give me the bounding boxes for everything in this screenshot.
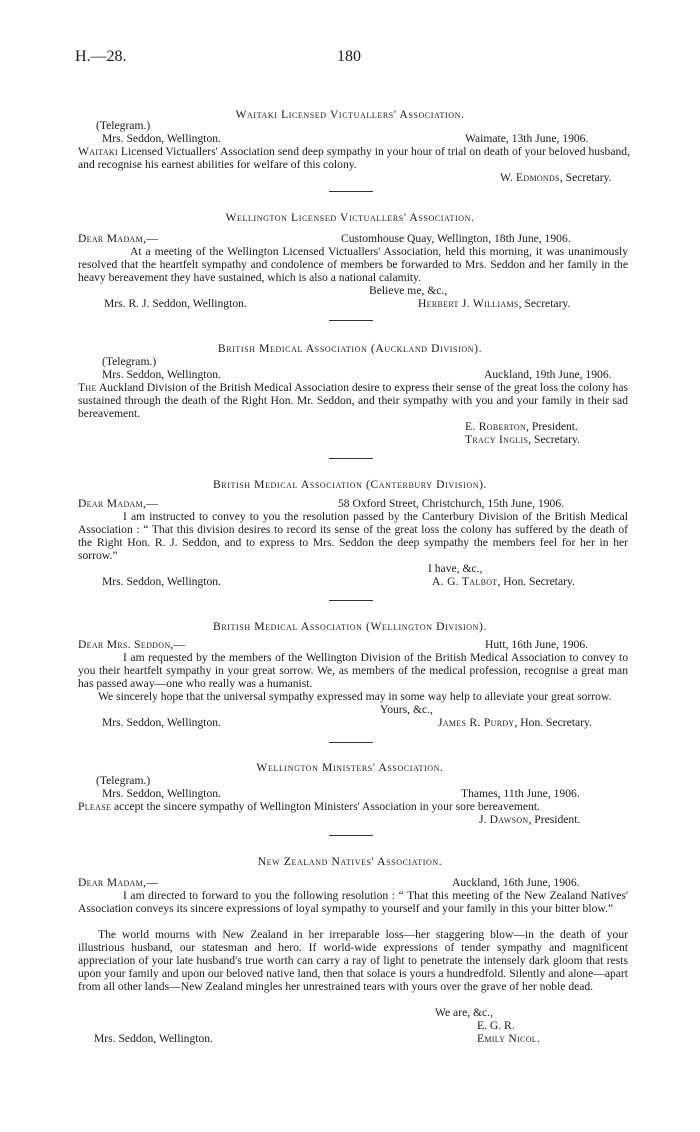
sig-role: , Hon. Secretary. (497, 575, 575, 588)
addressee: Mrs. Seddon, Wellington. (102, 787, 221, 800)
section-title-nz-natives: New Zealand Natives' Association. (257, 855, 443, 868)
closing: We are, &c., (435, 1006, 493, 1019)
telegram-label: (Telegram.) (96, 774, 151, 787)
signature-president (465, 420, 578, 433)
body-text: accept the sincere sympathy of Wellington Ministers' Association in your sore bereavement. (111, 800, 540, 813)
signature (418, 297, 570, 310)
letter-body: At a meeting of the Wellington Licensed Victuallers' Association, held this morning, it was unanimously resolved that the heartfelt sympathy and condolence of members be forwarded to Mrs. Seddon and her family in the heavy bereavement they have sustained, which is also a national calamity. (78, 245, 628, 284)
letter-body-2: We sincerely hope that the universal sympathy expressed may in some way help to alleviate your great sorrow. (98, 690, 612, 703)
sig-name: E. Roberton (465, 420, 527, 433)
page-number: 180 (337, 48, 361, 65)
addressee: Mrs. R. J. Seddon, Wellington. (104, 297, 247, 310)
salutation: Dear Madam,— (78, 876, 159, 889)
closing: Yours, &c., (380, 703, 433, 716)
letter-body: I am directed to forward to you the following resolution : “ That this meeting of the New Zealand Natives' Association conveys its sincere expressions of loyal sympathy to yourself and your family in this your bitter blow.” (78, 889, 628, 915)
telegram-label: (Telegram.) (102, 355, 157, 368)
place-date: Customhouse Quay, Wellington, 18th June, 1906. (341, 232, 571, 245)
letter-body: I am instructed to convey to you the resolution passed by the Canterbury Division of the British Medical Association : “ That this division desires to record its sense of the great loss the colony has suffered by the death of the Right Hon. R. J. Seddon, and to express to Mrs. Seddon the deep sympathy the members feel for her in her sorrow.” (78, 510, 628, 562)
sig-name: Herbert J. Williams (418, 297, 519, 310)
signature-secretary (465, 433, 580, 446)
place-date: Auckland, 16th June, 1906. (452, 876, 580, 889)
sig-role: , Secretary. (518, 297, 571, 310)
letter-body-2: The world mourns with New Zealand in her irreparable loss—her staggering blow—in the death of your illustrious husband, our statesman and hero. If world-wide expressions of tender sympathy and magnificent appreciation of your late husband's true worth can carry a ray of light to penetrate the intensely dark gloom that rests upon your family and upon our beloved native land, then that solace is yours a hundredfold. Silently and alone—apart from all other lands—New Zealand mingles her unrestrained tears with yours over the grave of her noble dead. (78, 928, 628, 993)
sig-role: , Secretary. (559, 171, 612, 184)
section-title-bma-auckland: British Medical Association (Auckland Division). (217, 342, 483, 355)
sig-name: Tracy Inglis (465, 433, 529, 446)
body-text: Auckland Division of the British Medical Association desire to express their sense of the great loss the colony has sustained through the death of the Right Hon. Mr. Seddon, and their sympathy with you and your family in their sad bereavement. (78, 381, 628, 420)
section-divider (329, 191, 373, 192)
section-divider (329, 835, 373, 836)
signature (479, 813, 580, 826)
sig-initial: J. (479, 813, 487, 826)
section-title-wellington-victuallers: Wellington Licensed Victuallers' Association. (225, 211, 475, 224)
body-lead: Waitaki (78, 145, 118, 158)
salutation: Dear Madam,— (78, 497, 159, 510)
letter-body (78, 145, 630, 171)
sig-initial: W. (500, 171, 513, 184)
salutation: Dear Madam,— (78, 232, 159, 245)
place-date: 58 Oxford Street, Christchurch, 15th June, 1906. (338, 497, 565, 510)
place-date: Waimate, 13th June, 1906. (465, 132, 589, 145)
sig-role: , Secretary. (528, 433, 580, 446)
sig-role: , Hon. Secretary. (514, 716, 592, 729)
body-lead: The (78, 381, 97, 394)
closing: Believe me, &c., (369, 284, 448, 297)
addressee: Mrs. Seddon, Wellington. (102, 368, 221, 381)
sig-role: , President. (526, 420, 578, 433)
sig-name: A. G. Talbot (432, 575, 498, 588)
sig-name: James R. Purdy (438, 716, 515, 729)
place-date: Thames, 11th June, 1906. (461, 787, 580, 800)
salutation: Dear Mrs. Seddon,— (78, 638, 186, 651)
signature (500, 171, 612, 184)
addressee: Mrs. Seddon, Wellington. (102, 716, 221, 729)
letter-body: I am requested by the members of the Wellington Division of the British Medical Association to convey to you their heartfelt sympathy in your great sorrow. We, as members of the medical profession, recognise a great man has passed away—one who really was a humanist. (78, 651, 628, 690)
telegram-label: (Telegram.) (96, 119, 151, 132)
sig-name: Dawson (486, 813, 529, 826)
signature (438, 716, 592, 729)
sig-role: , President. (528, 813, 581, 826)
addressee: Mrs. Seddon, Wellington. (102, 132, 221, 145)
section-divider (329, 320, 373, 321)
place-date: Hutt, 16th June, 1906. (485, 638, 589, 651)
letter-body (78, 800, 540, 813)
section-divider (329, 458, 373, 459)
section-title-bma-wellington: British Medical Association (Wellington Division). (212, 620, 488, 633)
place-date: Auckland, 19th June, 1906. (484, 368, 612, 381)
section-divider (329, 742, 373, 743)
signature (432, 575, 575, 588)
sig-name: Edmonds (512, 171, 560, 184)
addressee: Mrs. Seddon, Wellington. (102, 575, 221, 588)
addressee: Mrs. Seddon, Wellington. (94, 1032, 213, 1045)
body-text: Licensed Victuallers' Association send deep sympathy in your hour of trial on death of your beloved husband, and recognise his earnest abilities for welfare of this colony. (78, 145, 630, 171)
section-title-waitaki: Waitaki Licensed Victuallers' Association. (235, 108, 465, 121)
closing: I have, &c., (428, 562, 483, 575)
signature-initials: E. G. R. (477, 1019, 515, 1032)
letter-body (78, 381, 628, 420)
signature: Emily Nicol. (477, 1032, 541, 1045)
section-divider (329, 600, 373, 601)
section-title-wellington-ministers: Wellington Ministers' Association. (256, 761, 444, 774)
section-title-bma-canterbury: British Medical Association (Canterbury Division). (212, 478, 488, 491)
body-lead: Please (78, 800, 112, 813)
page-ref: H.—28. (75, 48, 127, 65)
